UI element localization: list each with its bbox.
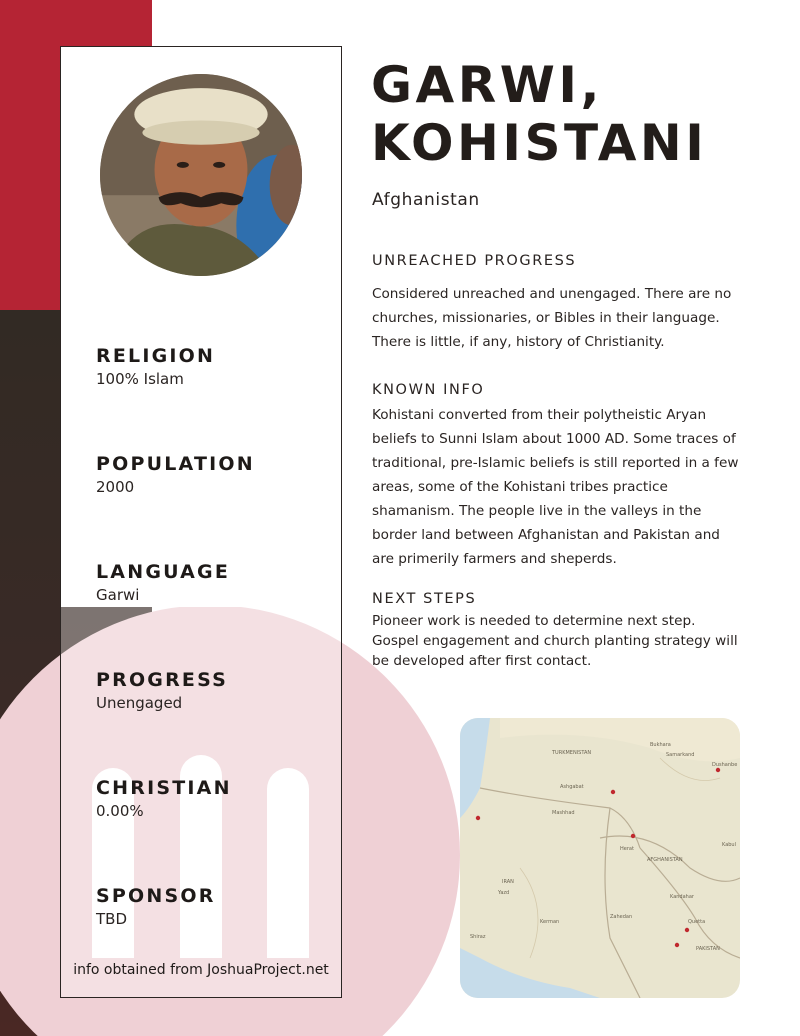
map-label-dushanbe: Dushanbe: [712, 762, 738, 768]
title-line-2: KOHISTANI: [371, 114, 708, 172]
region-map: [460, 718, 740, 998]
section-heading-unreached: UNREACHED PROGRESS: [372, 253, 577, 269]
map-label-shiraz: Shiraz: [470, 934, 486, 940]
section-heading-next: NEXT STEPS: [372, 591, 477, 607]
fact-label: LANGUAGE: [96, 561, 231, 583]
map-label-mashhad: Mashhad: [552, 810, 575, 816]
map-label-herat: Herat: [620, 846, 634, 852]
map-label-ashgabat: Ashgabat: [560, 784, 584, 790]
country-label: Afghanistan: [372, 190, 480, 210]
fact-label: SPONSOR: [96, 885, 216, 907]
fact-progress: [96, 669, 228, 712]
fact-sponsor: [96, 885, 216, 928]
map-label-yazd: Yazd: [498, 890, 510, 896]
map-label-bukhara: Bukhara: [650, 742, 671, 748]
page-title: [371, 56, 791, 172]
fact-population: [96, 453, 255, 496]
fact-value: 2000: [96, 478, 135, 496]
map-label-samarkand: Samarkand: [666, 752, 695, 758]
map-label-kerman: Kerman: [540, 919, 560, 925]
map-label-iran: IRAN: [502, 879, 514, 885]
map-label-pakistan: PAKISTAN: [696, 946, 720, 952]
map-label-zahedan: Zahedan: [610, 914, 633, 920]
fact-language: [96, 561, 230, 604]
section-body-next: Pioneer work is needed to determine next step. Gospel engagement and church planting strategy will be developed after first contact.: [372, 613, 738, 669]
source-credit: info obtained from JoshuaProject.net: [73, 962, 329, 978]
portrait-photo: [100, 74, 302, 276]
fact-value: 0.00%: [96, 802, 144, 820]
map-label-kabul: Kabul: [722, 842, 736, 848]
map-label-afghanistan: AFGHANISTAN: [647, 857, 683, 863]
section-body-known: Kohistani converted from their polytheistic Aryan beliefs to Sunni Islam about 1000 AD. Some traces of traditional, pre-Islamic beliefs is still reported in a few areas, some of the Kohistani tribes practice shamanism. The people live in the valleys in the border land between Afghanistan and Pakistan and are primerily farmers and sheperds.: [372, 407, 739, 567]
fact-religion: [96, 345, 215, 388]
map-label-turkmenistan: TURKMENISTAN: [552, 750, 592, 756]
section-heading-known: KNOWN INFO: [372, 382, 485, 398]
fact-christian: [96, 777, 232, 820]
portrait-illustration: [100, 74, 302, 276]
fact-value: 100% Islam: [96, 370, 184, 388]
region-map-illustration: [460, 718, 740, 998]
fact-value: TBD: [96, 910, 128, 928]
title-line-1: GARWI,: [371, 56, 603, 114]
section-body-unreached: Considered unreached and unengaged. There are no churches, missionaries, or Bibles in their language. There is little, if any, history of Christianity.: [372, 286, 732, 350]
fact-value: Unengaged: [96, 694, 183, 712]
fact-label: PROGRESS: [96, 669, 229, 691]
fact-label: CHRISTIAN: [96, 777, 232, 799]
fact-label: POPULATION: [96, 453, 255, 475]
map-label-quetta: Quetta: [688, 919, 706, 925]
fact-value: Garwi: [96, 586, 140, 604]
map-label-kandahar: Kandahar: [670, 894, 694, 900]
fact-label: RELIGION: [96, 345, 216, 367]
